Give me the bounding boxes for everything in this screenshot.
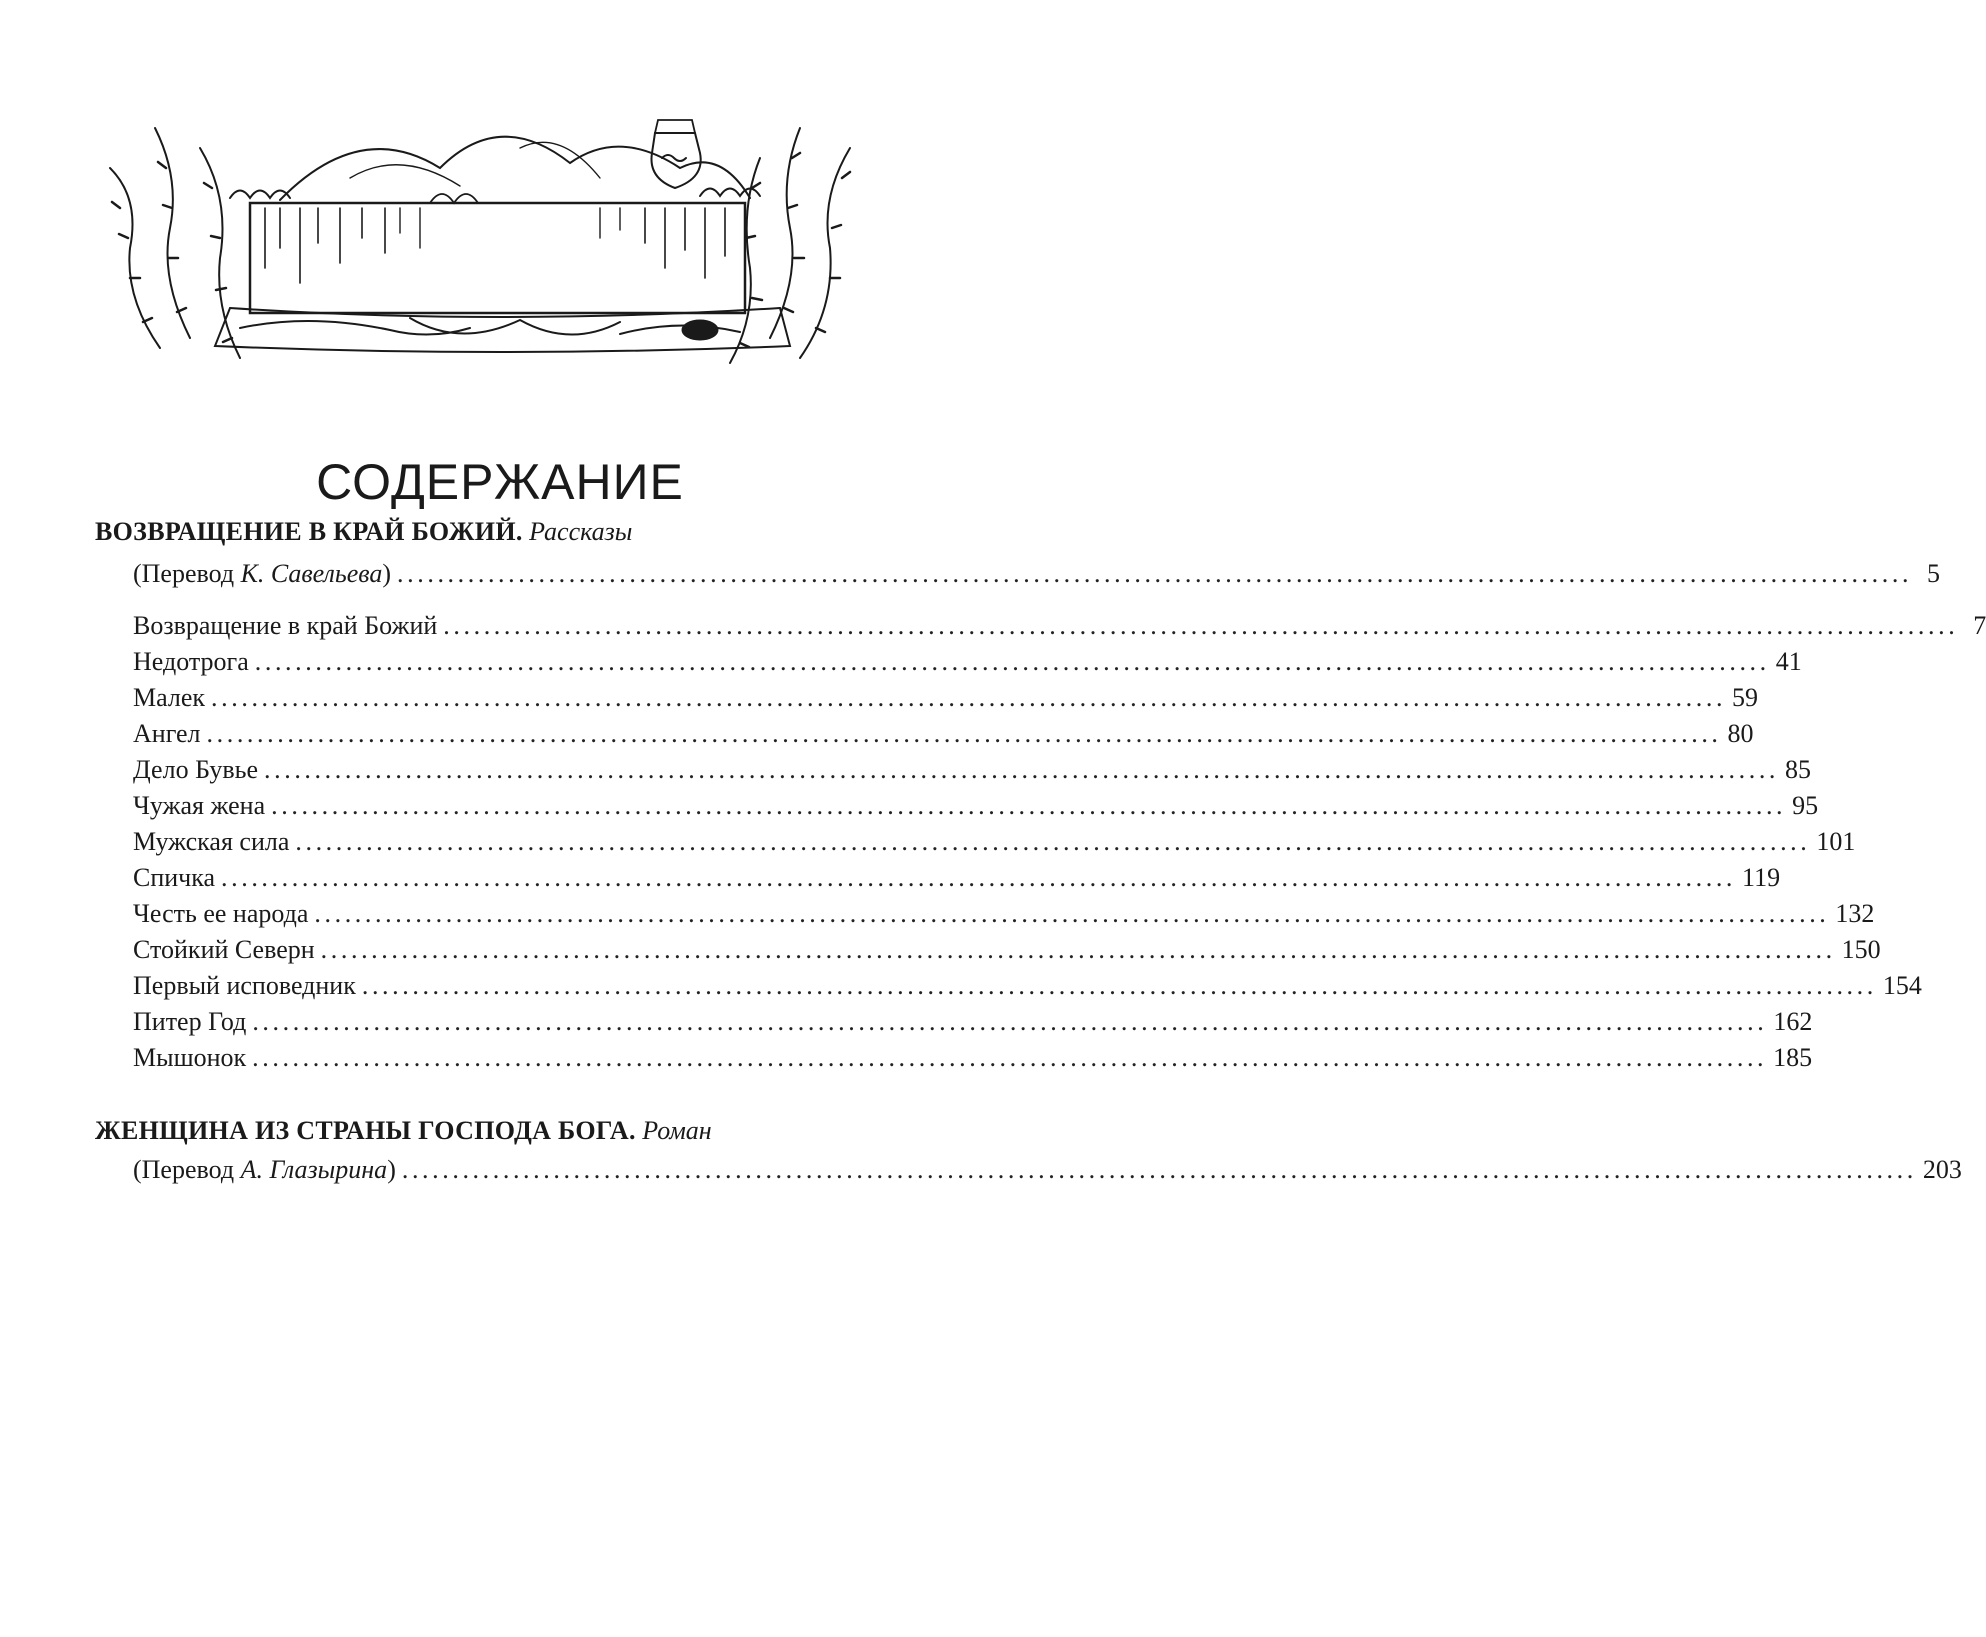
translator-credit: (Перевод К. Савельева): [133, 559, 392, 588]
toc-entry: [133, 645, 1802, 679]
translator-name: К. Савельева: [240, 559, 383, 588]
entry-title: Дело Бувье: [133, 755, 259, 784]
translator-row: [133, 557, 1941, 591]
translator-credit: (Перевод А. Глазырина): [133, 1155, 396, 1184]
section-title: ВОЗВРАЩЕНИЕ В КРАЙ БОЖИЙ.: [95, 517, 523, 546]
toc-entry: [133, 1005, 1813, 1039]
entry-title: Чужая жена: [133, 791, 266, 820]
section-heading: [95, 515, 875, 549]
entry-title: Стойкий Северн: [133, 935, 315, 964]
entry-title: Питер Год: [133, 1007, 247, 1036]
page-number: 162: [1773, 1007, 1813, 1036]
entry-title: Спичка: [133, 863, 216, 892]
page-title: СОДЕРЖАНИЕ: [316, 453, 684, 510]
dot-leader: ......................................................................................................................................................: [221, 863, 1737, 892]
translator-row: [133, 1153, 1962, 1187]
page-number: 41: [1775, 647, 1802, 676]
page-number: 101: [1816, 827, 1856, 856]
dot-leader: ......................................................................................................................................................: [264, 755, 1780, 784]
page-number: 203: [1922, 1155, 1962, 1184]
page-number: 95: [1792, 791, 1819, 820]
dot-leader: ......................................................................................................................................................: [252, 1043, 1768, 1072]
translator-name: А. Глазырина: [240, 1155, 388, 1184]
toc-entry: [133, 933, 1881, 967]
page-number: 119: [1742, 863, 1781, 892]
page-number: 59: [1732, 683, 1759, 712]
dot-leader: ......................................................................................................................................................: [206, 719, 1722, 748]
page-number: 150: [1841, 935, 1881, 964]
entry-title: Ангел: [133, 719, 201, 748]
entry-title: Первый исповедник: [133, 971, 356, 1000]
dot-leader: ......................................................................................................................................................: [320, 935, 1836, 964]
toc-entry: [133, 897, 1875, 931]
entry-title: Возвращение в край Божий: [133, 611, 438, 640]
page-number: 5: [1927, 559, 1941, 588]
dot-leader: ......................................................................................................................................................: [252, 1007, 1768, 1036]
dot-leader: ......................................................................................................................................................: [211, 683, 1727, 712]
dot-leader: ......................................................................................................................................................: [295, 827, 1811, 856]
page-number: 85: [1785, 755, 1812, 784]
dot-leader: ......................................................................................................................................................: [314, 899, 1830, 928]
section-subtitle: Рассказы: [529, 517, 633, 546]
page-number: 80: [1727, 719, 1754, 748]
dot-leader: ......................................................................................................................................................: [443, 611, 1959, 640]
dot-leader: ......................................................................................................................................................: [397, 559, 1913, 588]
entry-title: Недотрога: [133, 647, 249, 676]
toc-entry: [133, 789, 1819, 823]
entry-title: Мышонок: [133, 1043, 247, 1072]
entry-title: Честь ее народа: [133, 899, 309, 928]
page-number: 132: [1835, 899, 1875, 928]
dot-leader: ......................................................................................................................................................: [361, 971, 1877, 1000]
toc-entry: [133, 969, 1922, 1003]
dot-leader: ......................................................................................................................................................: [254, 647, 1770, 676]
page-number: 185: [1773, 1043, 1813, 1072]
section-subtitle: Роман: [642, 1116, 712, 1145]
decorative-vignette: [100, 108, 860, 376]
page-number: 154: [1882, 971, 1922, 1000]
entry-title: Мужская сила: [133, 827, 290, 856]
toc-entry: [133, 861, 1781, 895]
toc-entry: [133, 609, 1986, 643]
toc-entry: [133, 717, 1754, 751]
section-heading: [95, 1114, 875, 1148]
toc-entry: [133, 825, 1856, 859]
toc-entry: [133, 681, 1759, 715]
section-title: ЖЕНЩИНА ИЗ СТРАНЫ ГОСПОДА БОГА.: [95, 1116, 636, 1145]
toc-entry: [133, 753, 1812, 787]
entry-title: Малек: [133, 683, 206, 712]
page-number: 7: [1973, 611, 1986, 640]
toc-entry: [133, 1041, 1813, 1075]
dot-leader: ......................................................................................................................................................: [271, 791, 1787, 820]
dot-leader: ......................................................................................................................................................: [401, 1155, 1917, 1184]
